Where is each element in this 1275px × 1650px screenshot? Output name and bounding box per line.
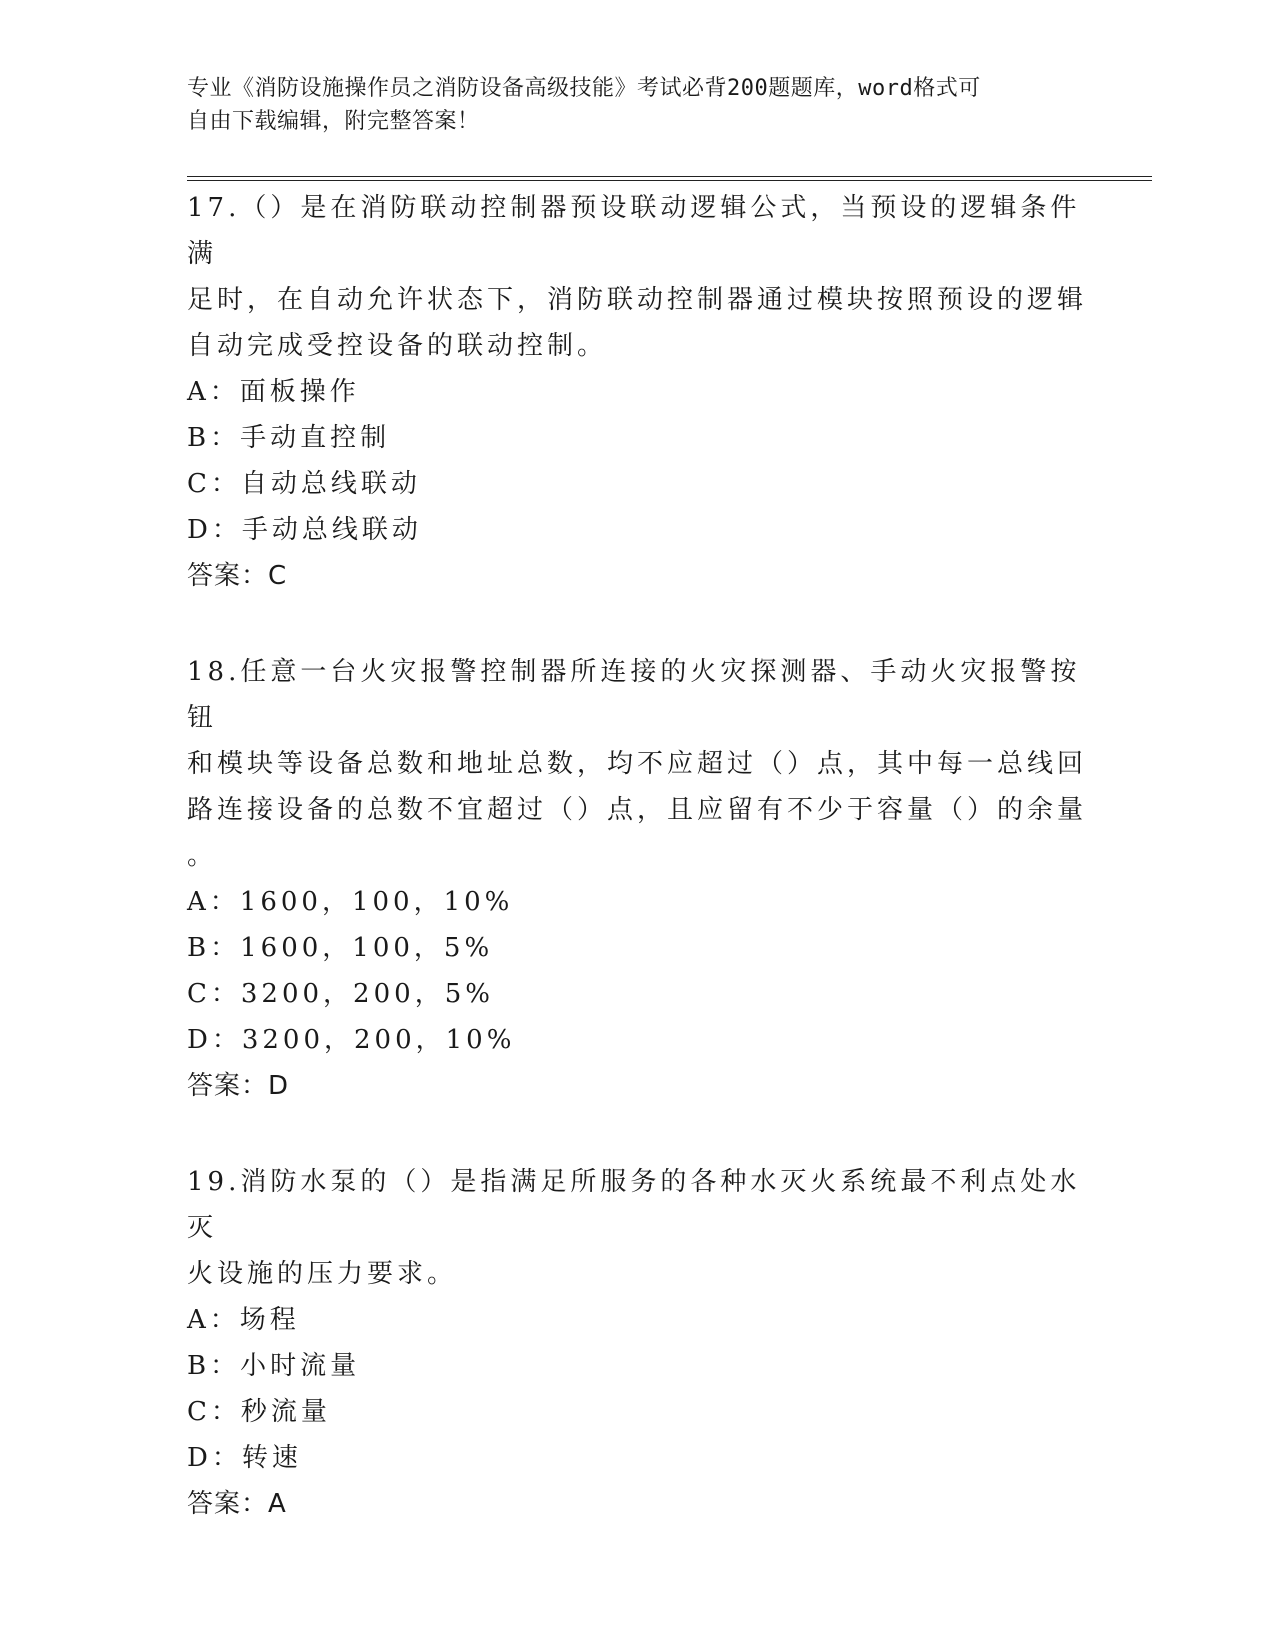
answer-line: 答案：C: [187, 561, 288, 591]
option-c: C：3200，200，5%: [187, 979, 494, 1009]
option-d: D：手动总线联动: [187, 515, 422, 545]
question-stem-line: 足时，在自动允许状态下，消防联动控制器通过模块按照预设的逻辑: [187, 285, 1088, 315]
question-17: [187, 185, 1097, 599]
question-19: [187, 1159, 1097, 1527]
question-stem-line: 17.（）是在消防联动控制器预设联动逻辑公式，当预设的逻辑条件满: [187, 193, 1081, 269]
question-stem-line: 19.消防水泵的（）是指满足所服务的各种水灭火系统最不利点处水灭: [187, 1167, 1081, 1243]
question-stem-line: 。: [187, 841, 218, 871]
answer-line: 答案：A: [187, 1489, 287, 1519]
question-stem-line: 和模块等设备总数和地址总数，均不应超过（）点，其中每一总线回: [187, 749, 1088, 779]
answer-line: 答案：D: [187, 1071, 290, 1101]
option-c: C：秒流量: [187, 1397, 331, 1427]
question-list: [187, 185, 1097, 1577]
option-b: B：手动直控制: [187, 423, 391, 453]
question-stem-line: 路连接设备的总数不宜超过（）点，且应留有不少于容量（）的余量: [187, 795, 1088, 825]
option-a: A：面板操作: [187, 377, 360, 407]
question-stem-line: 自动完成受控设备的联动控制。: [187, 331, 608, 361]
option-d: D：3200，200，10%: [187, 1025, 516, 1055]
question-stem-line: 18.任意一台火灾报警控制器所连接的火灾探测器、手动火灾报警按钮: [187, 657, 1081, 733]
header-line-2: 自由下载编辑，附完整答案！: [187, 109, 480, 134]
option-d: D：转速: [187, 1443, 302, 1473]
header-divider: [187, 176, 1152, 181]
option-b: B：1600，100，5%: [187, 933, 494, 963]
option-a: A：场程: [187, 1305, 300, 1335]
question-18: [187, 649, 1097, 1109]
header-line-1: 专业《消防设施操作员之消防设备高级技能》考试必背200题题库，word格式可: [187, 76, 981, 101]
option-b: B：小时流量: [187, 1351, 361, 1381]
option-c: C：自动总线联动: [187, 469, 421, 499]
question-stem-line: 火设施的压力要求。: [187, 1259, 458, 1289]
option-a: A：1600，100，10%: [187, 887, 514, 917]
document-header: [187, 72, 1087, 138]
